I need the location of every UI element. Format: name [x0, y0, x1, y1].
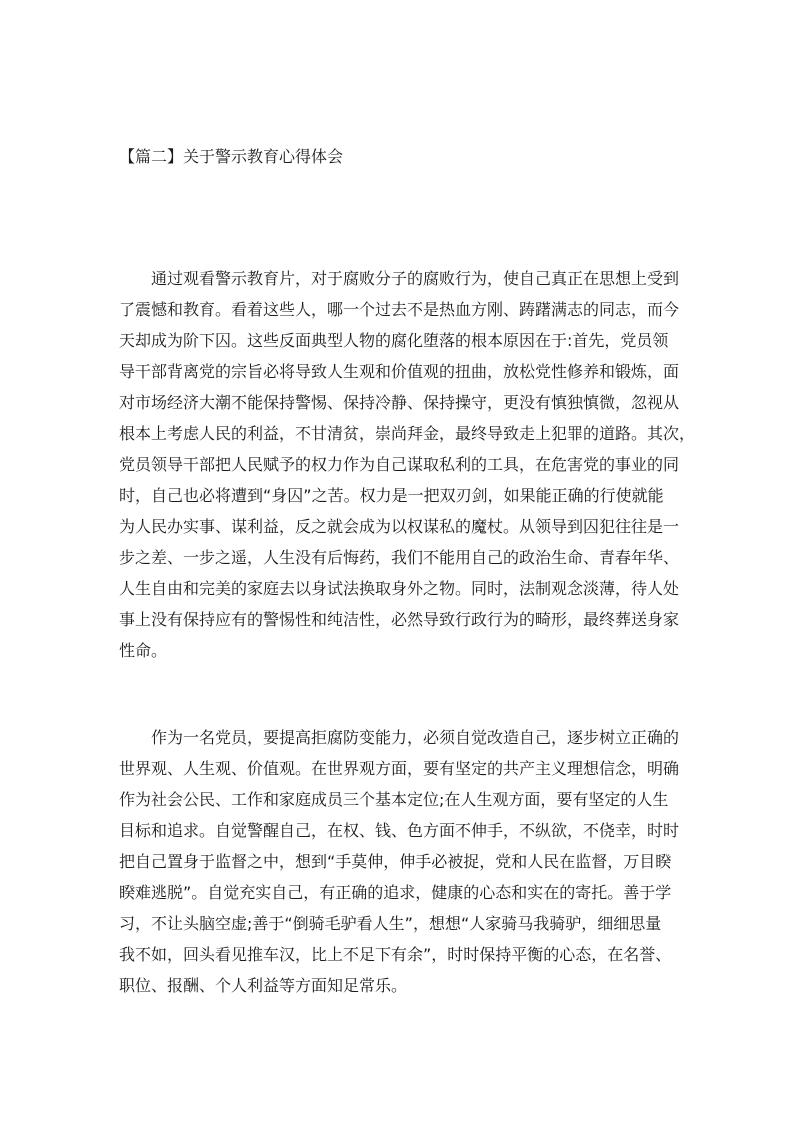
paragraph-line: 习，不让头脑空虚;善于“倒骑毛驴看人生”，想想“人家骑马我骑驴，细细思量 — [119, 914, 662, 933]
section-heading: 【篇二】关于警示教育心得体会 — [119, 147, 344, 166]
paragraph-line: 职位、报酬、个人利益等方面知足常乐。 — [119, 976, 408, 995]
paragraph-line: 把自己置身于监督之中，想到“手莫伸，伸手必被捉，党和人民在监督，万目睽 — [119, 852, 672, 871]
paragraph-line: 为人民办实事、谋利益，反之就会成为以权谋私的魔杖。从领导到囚犯往往是一 — [119, 517, 680, 536]
paragraph-line: 人生自由和完美的家庭去以身试法换取身外之物。同时，法制观念淡薄，待人处 — [119, 579, 680, 598]
paragraph-line: 目标和追求。自觉警醒自己，在权、钱、色方面不伸手，不纵欲，不侥幸，时时 — [119, 821, 680, 840]
paragraph-line: 根本上考虑人民的利益，不甘清贫，崇尚拜金，最终导致走上犯罪的道路。其次， — [119, 424, 696, 443]
paragraph-line: 步之差、一步之遥，人生没有后悔药，我们不能用自己的政治生命、青春年华、 — [119, 548, 680, 567]
paragraph-line: 时，自己也必将遭到“身囚”之苦。权力是一把双刃剑，如果能正确的行使就能 — [119, 486, 664, 505]
paragraph-line: 作为社会公民、工作和家庭成员三个基本定位;在人生观方面，要有坚定的人生 — [119, 790, 669, 809]
paragraph-line: 了震憾和教育。看着这些人，哪一个过去不是热血方刚、踌躇满志的同志，而今 — [119, 300, 680, 319]
paragraph-line: 导干部背离党的宗旨必将导致人生观和价值观的扭曲，放松党性修养和锻炼，面 — [119, 362, 680, 381]
paragraph-1 — [119, 263, 696, 666]
paragraph-line: 对市场经济大潮不能保持警惕、保持冷静、保持操守，更没有慎独慎微，忽视从 — [119, 393, 680, 412]
paragraph-2 — [119, 722, 679, 1001]
paragraph-line: 睽难逃脱”。自觉充实自己，有正确的追求，健康的心态和实在的寄托。善于学 — [119, 883, 672, 902]
paragraph-line: 事上没有保持应有的警惕性和纯洁性，必然导致行政行为的畸形，最终葬送身家 — [119, 610, 680, 629]
paragraph-line: 世界观、人生观、价值观。在世界观方面，要有坚定的共产主义理想信念，明确 — [119, 759, 680, 778]
paragraph-line: 作为一名党员，要提高拒腐防变能力，必须自觉改造自己，逐步树立正确的 — [151, 728, 680, 747]
paragraph-line: 通过观看警示教育片，对于腐败分子的腐败行为，使自己真正在思想上受到 — [151, 269, 680, 288]
paragraph-line: 性命。 — [119, 641, 168, 660]
paragraph-line: 天却成为阶下囚。这些反面典型人物的腐化堕落的根本原因在于:首先，党员领 — [119, 331, 669, 350]
paragraph-line: 党员领导干部把人民赋予的权力作为自己谋取私利的工具，在危害党的事业的同 — [119, 455, 680, 474]
paragraph-line: 我不如，回头看见推车汉，比上不足下有余”，时时保持平衡的心态，在名誉、 — [119, 945, 672, 964]
